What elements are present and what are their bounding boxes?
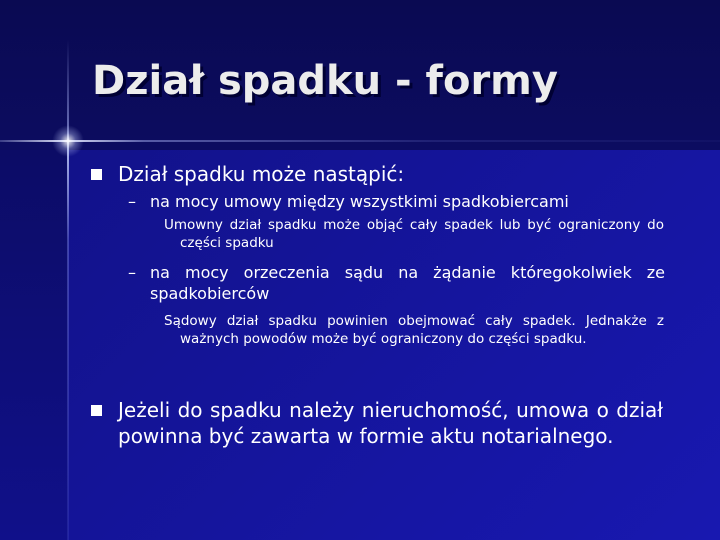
sub-item-1-detail-text: Umowny dział spadku może objąć cały spadek lub być ograniczony do części spadku <box>164 217 664 251</box>
bullet-square-icon <box>91 169 102 180</box>
sub-item-1-detail <box>164 216 664 252</box>
slide-title: Dział spadku - formy <box>92 58 558 104</box>
star-line-horizontal <box>0 140 720 142</box>
sub-item-1-text: na mocy umowy między wszystkimi spadkobiercami <box>150 192 569 211</box>
bullet-2-text: Jeżeli do spadku należy nieruchomość, umowa o dział powinna być zawarta w formie aktu notarialnego. <box>118 398 663 448</box>
sub-item-1-dash: – <box>128 192 136 211</box>
left-band <box>0 150 68 540</box>
sub-item-2-detail-text: Sądowy dział spadku powinien obejmować cały spadek. Jednakże z ważnych powodów może być ograniczony do części spadku. <box>164 313 664 347</box>
star-sparkle-icon <box>52 125 84 157</box>
sub-item-2-dash: – <box>128 263 136 282</box>
bullet-1-text: Dział spadku może nastąpić: <box>118 162 405 186</box>
sub-item-2-detail <box>164 312 664 348</box>
bullet-square-icon <box>91 405 102 416</box>
star-line-vertical <box>67 40 69 540</box>
sub-item-2-text: na mocy orzeczenia sądu na żądanie któregokolwiek ze spadkobierców <box>150 263 665 303</box>
